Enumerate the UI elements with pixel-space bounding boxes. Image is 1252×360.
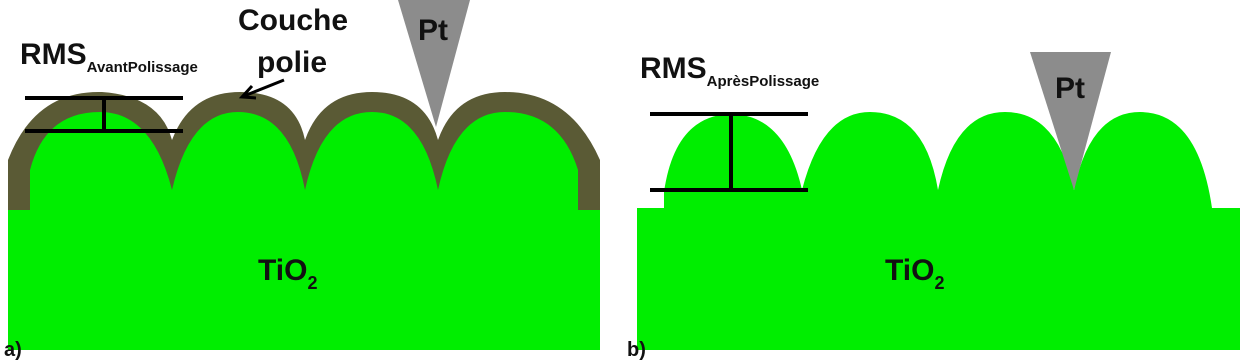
panel-label-a: a) [4, 339, 22, 360]
panel-b [627, 52, 1240, 360]
rms-subscript-b: AprèsPolissage [706, 73, 820, 90]
tio2-substrate-b [637, 112, 1240, 350]
material-main-b: TiO [885, 254, 935, 287]
pt-probe-label-a: Pt [418, 14, 448, 47]
material-subscript-a: 2 [307, 273, 318, 293]
layer-label-line1: Couche [238, 4, 349, 37]
rms-subscript-a: AvantPolissage [86, 59, 198, 76]
material-main-a: TiO [258, 254, 308, 287]
rms-label-a [20, 38, 198, 76]
panel-a [4, 0, 600, 360]
material-subscript-b: 2 [934, 273, 945, 293]
rms-label-b [640, 52, 819, 90]
panel-label-b: b) [627, 339, 646, 360]
rms-main-a: RMS [20, 38, 87, 71]
pt-probe-label-b: Pt [1055, 72, 1085, 105]
layer-label-line2: polie [257, 46, 328, 79]
rms-main-b: RMS [640, 52, 707, 85]
